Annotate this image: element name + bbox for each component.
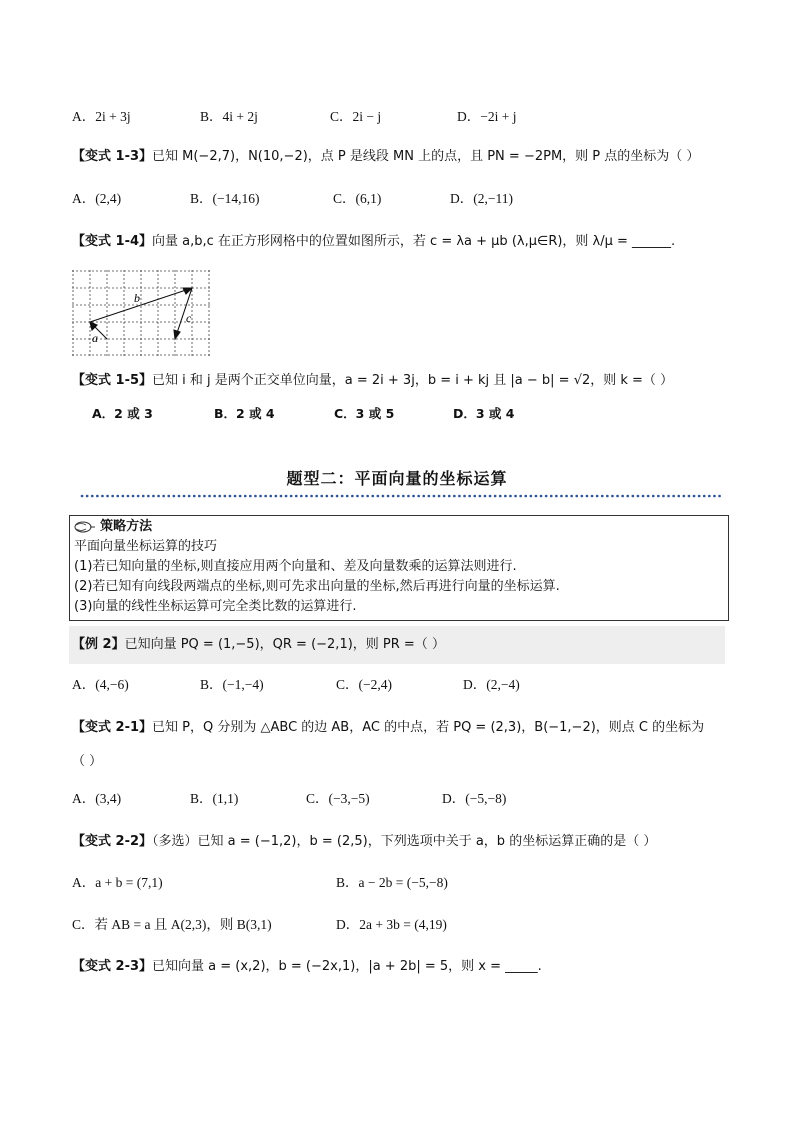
option-d[interactable]: D．−2i + j [457, 109, 517, 124]
strategy-box [69, 515, 729, 621]
question-1-5 [72, 372, 673, 390]
question-2-1 [72, 719, 704, 737]
question-tag: 【变式 2-2】 [72, 834, 153, 849]
question-stem: 已知 i 和 j 是两个正交单位向量，a = 2i + 3j，b = i + kj 且 |a − b| = √2，则 k =（ ） [152, 373, 674, 388]
question-tag: 【变式 1-4】 [72, 234, 153, 249]
question-tag: 【变式 2-3】 [72, 959, 153, 974]
q1-3-option-a[interactable]: A．(2,4) [72, 191, 122, 206]
vector-b-label: b [134, 291, 140, 305]
question-stem: 已知 M(−2,7)，N(10,−2)，点 P 是线段 MN 上的点，且 PN = −2PM，则 P 点的坐标为（ ） [152, 149, 700, 164]
strategy-line: (1)若已知向量的坐标,则直接应用两个向量和、差及向量数乘的运算法则进行. [74, 559, 517, 574]
ex2-option-a[interactable]: A．(4,−6) [72, 677, 129, 692]
question-tag: 【变式 1-3】 [72, 149, 153, 164]
question-2-1-cont: （ ） [72, 754, 103, 769]
q2-2-option-c[interactable]: C．若 AB = a 且 A(2,3)，则 B(3,1) [72, 917, 272, 932]
strategy-line: (3)向量的线性坐标运算可完全类比数的运算进行. [74, 599, 357, 614]
example-2 [72, 636, 445, 654]
q2-1-option-c[interactable]: C．(−3,−5) [306, 791, 370, 806]
question-2-2 [72, 833, 656, 851]
question-2-3 [72, 958, 542, 976]
q1-5-option-d[interactable]: D．3 或 4 [453, 406, 515, 421]
question-stem: （多选）已知 a = (−1,2)，b = (2,5)，下列选项中关于 a，b 的坐标运算正确的是（ ） [152, 834, 657, 849]
question-1-3 [72, 148, 699, 166]
ex2-option-c[interactable]: C．(−2,4) [336, 677, 392, 692]
question-tag: 【变式 1-5】 [72, 373, 153, 388]
question-1-4 [72, 233, 675, 251]
option-c[interactable]: C．2i − j [330, 109, 382, 124]
question-stem: 向量 a,b,c 在正方形网格中的位置如图所示，若 c = λa + μb (λ,μ∈R)，则 λ/μ = ______. [152, 234, 676, 249]
pointing-hand-icon [74, 521, 96, 533]
dotted-divider [80, 494, 724, 498]
q1-3-option-b[interactable]: B．(−14,16) [190, 191, 260, 206]
question-stem: 已知 P，Q 分别为 △ABC 的边 AB，AC 的中点，若 PQ = (2,3)，B(−1,−2)，则点 C 的坐标为 [152, 720, 705, 735]
q1-3-option-c[interactable]: C．(6,1) [333, 191, 382, 206]
vector-a-label: a [92, 331, 98, 345]
q1-5-option-b[interactable]: B．2 或 4 [214, 406, 275, 421]
ex2-option-d[interactable]: D．(2,−4) [463, 677, 520, 692]
question-stem: 已知向量 PQ = (1,−5)，QR = (−2,1)，则 PR =（ ） [124, 637, 445, 652]
q2-1-option-a[interactable]: A．(3,4) [72, 791, 122, 806]
vector-grid-figure [72, 270, 212, 356]
q2-2-option-b[interactable]: B．a − 2b = (−5,−8) [336, 875, 448, 890]
ex2-option-b[interactable]: B．(−1,−4) [200, 677, 264, 692]
question-tag: 【变式 2-1】 [72, 720, 153, 735]
strategy-heading-row [74, 518, 152, 536]
q1-5-option-c[interactable]: C．3 或 5 [334, 406, 395, 421]
option-b[interactable]: B．4i + 2j [200, 109, 258, 124]
q2-1-option-d[interactable]: D．(−5,−8) [442, 791, 507, 806]
vector-c-label: c [186, 311, 192, 325]
q2-2-option-d[interactable]: D．2a + 3b = (4,19) [336, 917, 447, 932]
q2-2-option-a[interactable]: A．a + b = (7,1) [72, 875, 163, 890]
q2-1-option-b[interactable]: B．(1,1) [190, 791, 239, 806]
strategy-heading: 策略方法 [100, 519, 153, 534]
strategy-line: 平面向量坐标运算的技巧 [74, 539, 218, 554]
section-title: 题型二：平面向量的坐标运算 [286, 469, 508, 488]
question-stem: 已知向量 a = (x,2)，b = (−2x,1)，|a + 2b| = 5，则 x = _____. [152, 959, 542, 974]
strategy-line: (2)若已知有向线段两端点的坐标,则可先求出向量的坐标,然后再进行向量的坐标运算. [74, 579, 560, 594]
question-tag: 【例 2】 [72, 637, 125, 652]
q1-3-option-d[interactable]: D．(2,−11) [450, 191, 513, 206]
q1-5-option-a[interactable]: A．2 或 3 [92, 406, 153, 421]
option-a[interactable]: A．2i + 3j [72, 109, 131, 124]
